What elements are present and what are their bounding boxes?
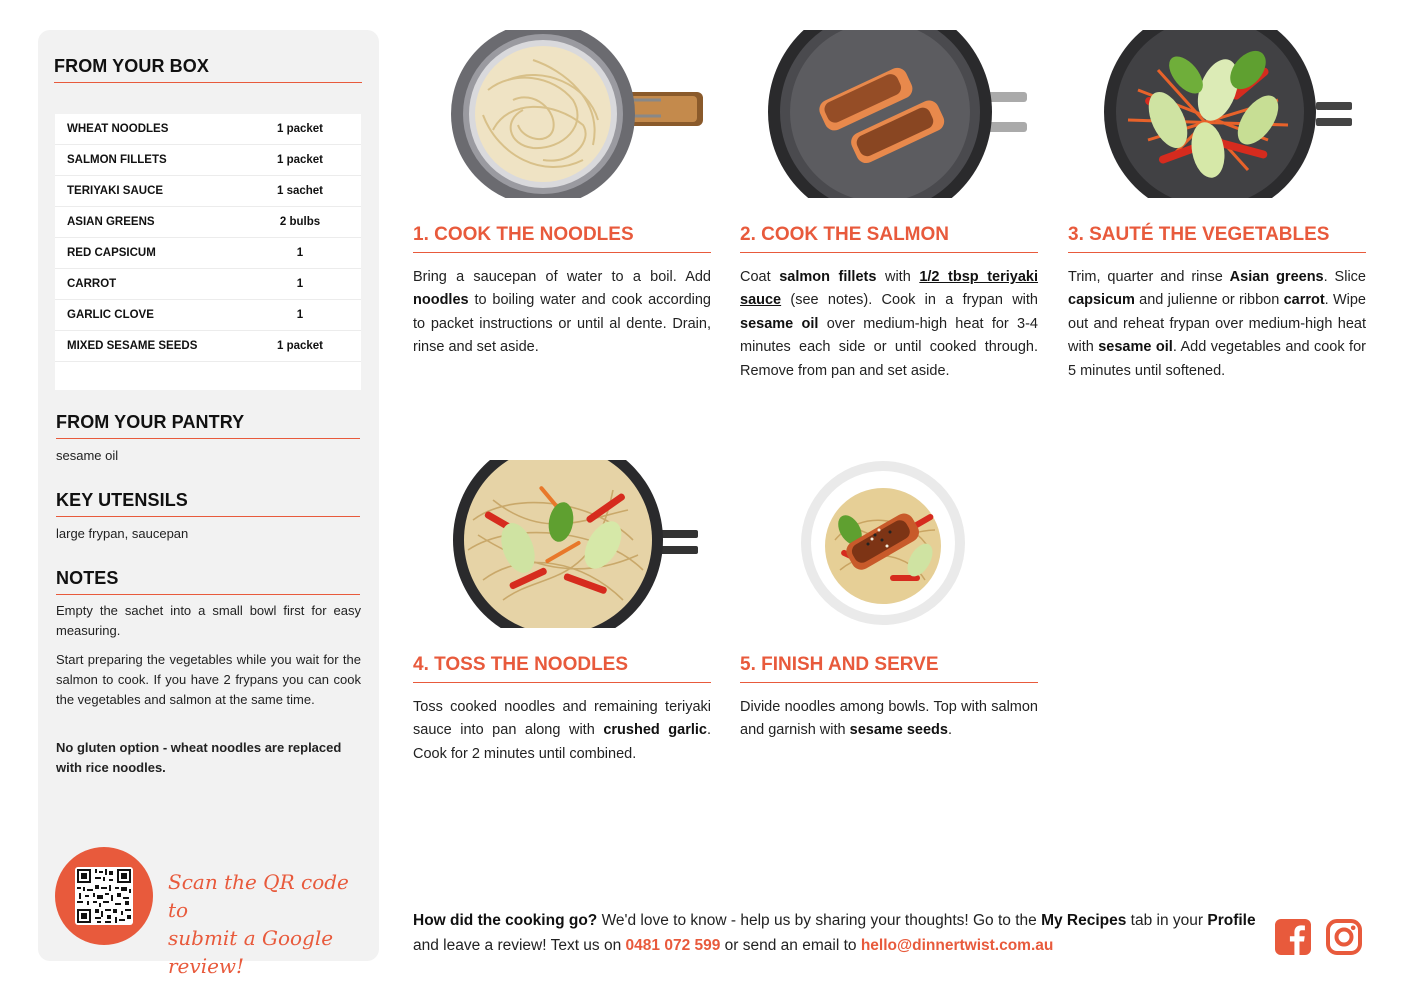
emphasis-text: sesame oil — [1098, 339, 1173, 356]
step-1-body — [413, 266, 711, 360]
step-1-title: 1. COOK THE NOODLES — [413, 224, 711, 253]
utensils-text: large frypan, saucepan — [56, 526, 189, 541]
box-ingredient-row — [55, 300, 361, 331]
emphasis-underlined-text: 1/2 tbsp teriyaki sauce — [740, 269, 1039, 309]
body-text: Divide noodles among bowls. Top with salmon and garnish with — [740, 699, 1038, 739]
emphasis-text: sesame seeds — [849, 722, 948, 739]
step-1-image — [413, 30, 711, 198]
ingredient-qty: 1 packet — [276, 340, 324, 352]
ingredient-name: GARLIC CLOVE — [67, 309, 154, 321]
ingredient-qty: 1 packet — [276, 154, 324, 166]
facebook-icon[interactable] — [1274, 918, 1312, 956]
ingredient-qty: 1 — [296, 247, 304, 259]
ingredient-name: SALMON FILLETS — [67, 154, 167, 166]
box-ingredient-row — [55, 114, 361, 145]
body-text: . — [947, 722, 953, 739]
body-text: . Wipe out and reheat frypan over medium-high heat with — [1068, 292, 1366, 356]
emphasis-text: Profile — [1207, 912, 1256, 929]
emphasis-text: crushed garlic — [603, 722, 707, 739]
qr-code-graphic — [75, 867, 133, 925]
body-text: or send an email to — [720, 937, 861, 954]
qr-code[interactable] — [75, 867, 133, 925]
box-ingredient-row — [55, 238, 361, 269]
body-text: tab in your — [1126, 912, 1208, 929]
qr-review-prompt — [168, 868, 368, 980]
box-ingredients-table — [55, 114, 361, 390]
step-3-body — [1068, 266, 1366, 383]
body-text: We'd love to know - help us by sharing your thoughts! Go to the — [597, 912, 1042, 929]
key-utensils-heading: KEY UTENSILS — [56, 490, 360, 517]
ingredient-name: RED CAPSICUM — [67, 247, 156, 259]
emphasis-text: Asian greens — [1229, 269, 1324, 285]
emphasis-text: carrot — [1283, 292, 1325, 309]
ingredient-name: CARROT — [67, 278, 117, 290]
step-3-image — [1068, 30, 1366, 198]
qr-text-line-1: Scan the QR code to — [168, 870, 349, 922]
box-ingredient-row — [55, 176, 361, 207]
body-text: Coat — [740, 269, 780, 285]
step-4-body — [413, 696, 711, 766]
instagram-icon[interactable] — [1325, 918, 1363, 956]
pantry-text: sesame oil — [56, 448, 119, 463]
emphasis-text: How did the cooking go? — [413, 912, 598, 929]
body-text: and julienne or ribbon — [1134, 292, 1284, 309]
step-4-title: 4. TOSS THE NOODLES — [413, 654, 711, 683]
body-text: with — [876, 269, 920, 285]
ingredient-qty: 2 bulbs — [279, 216, 321, 228]
contact-link[interactable]: 0481 072 599 — [625, 937, 721, 954]
body-text: to boiling water and cook according to packet instructions or until al dente. Drain, rinse and set aside. — [413, 292, 711, 356]
box-ingredient-row — [55, 331, 361, 362]
box-ingredient-row — [55, 207, 361, 238]
body-text: (see notes). Cook in a frypan with — [781, 292, 1038, 309]
from-your-pantry-heading: FROM YOUR PANTRY — [56, 412, 360, 439]
box-ingredient-row — [55, 269, 361, 300]
step-3-title: 3. SAUTÉ THE VEGETABLES — [1068, 224, 1366, 253]
step-5-image — [740, 460, 1038, 628]
body-text: . Add vegetables and cook for 5 minutes until softened. — [1068, 339, 1366, 379]
step-4-image — [413, 460, 711, 628]
body-text: Bring a saucepan of water to a boil. Add — [413, 269, 711, 285]
emphasis-text: salmon fillets — [779, 269, 877, 285]
ingredient-qty: 1 — [296, 278, 304, 290]
emphasis-text: noodles — [413, 292, 469, 309]
note-1: Empty the sachet into a small bowl first for easy measuring. — [56, 603, 361, 638]
from-your-box-heading: FROM YOUR BOX — [54, 56, 362, 83]
ingredients-sidebar — [38, 30, 379, 978]
ingredient-qty: 1 packet — [276, 123, 324, 135]
review-footer-text — [413, 908, 1263, 958]
body-text: Trim, quarter and rinse — [1068, 269, 1230, 285]
step-2-image — [740, 30, 1038, 198]
notes-heading: NOTES — [56, 568, 360, 595]
step-5-title: 5. FINISH AND SERVE — [740, 654, 1038, 683]
body-text: . Slice — [1323, 269, 1366, 285]
ingredient-name: MIXED SESAME SEEDS — [67, 340, 198, 352]
emphasis-text: capsicum — [1068, 292, 1135, 309]
note-2: Start preparing the vegetables while you wait for the salmon to cook. If you have 2 frypans you can cook the vegetables and salmon at the same time. — [56, 652, 361, 707]
qr-badge — [55, 847, 153, 945]
step-2-title: 2. COOK THE SALMON — [740, 224, 1038, 253]
contact-link[interactable]: hello@dinnertwist.com.au — [860, 937, 1054, 954]
note-3: No gluten option - wheat noodles are replaced with rice noodles. — [56, 740, 342, 775]
emphasis-text: sesame oil — [740, 315, 819, 332]
body-text: . Cook for 2 minutes until combined. — [413, 722, 712, 762]
qr-text-line-2: submit a Google review! — [168, 926, 334, 978]
ingredient-name: WHEAT NOODLES — [67, 123, 169, 135]
ingredient-name: TERIYAKI SAUCE — [67, 185, 164, 197]
ingredient-name: ASIAN GREENS — [67, 216, 155, 228]
body-text: and leave a review! Text us on — [413, 937, 626, 954]
step-2-body — [740, 266, 1038, 383]
step-5-body — [740, 696, 1038, 743]
ingredient-qty: 1 — [296, 309, 304, 321]
body-text: over medium-high heat for 3-4 minutes each side or until cooked through. Remove from pan and set aside. — [740, 315, 1038, 379]
box-ingredient-row — [55, 145, 361, 176]
body-text: Toss cooked noodles and remaining teriyaki sauce into pan along with — [413, 699, 711, 739]
ingredient-qty: 1 sachet — [276, 185, 324, 197]
emphasis-text: My Recipes — [1041, 912, 1127, 929]
